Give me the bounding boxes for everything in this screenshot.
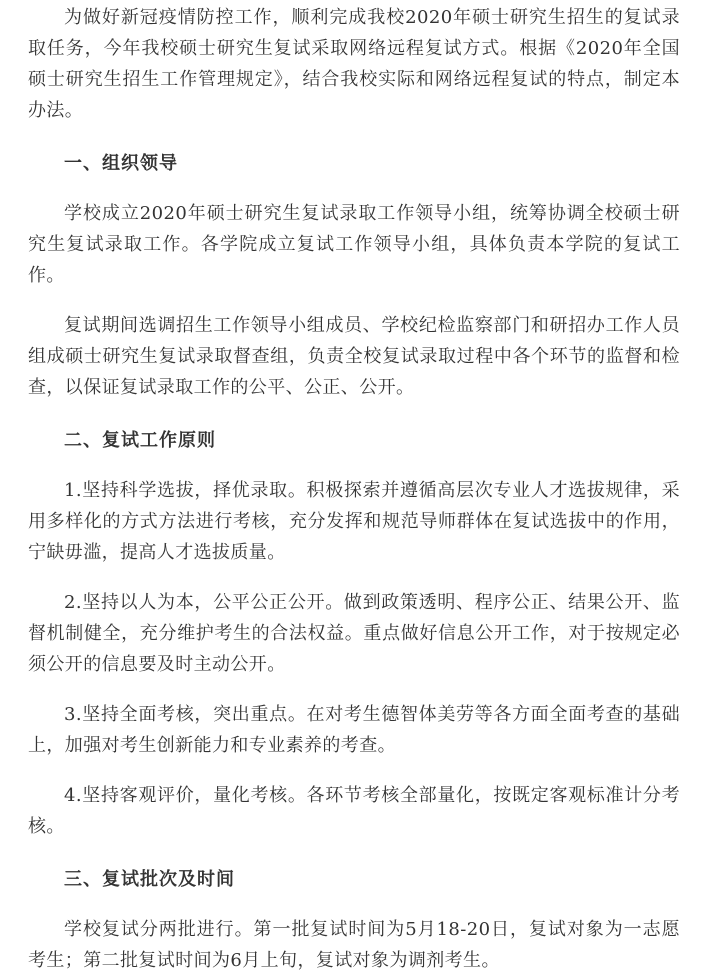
intro-paragraph: 为做好新冠疫情防控工作，顺利完成我校2020年硕士研究生招生的复试录取任务，今年我校硕士研究生复试采取网络远程复试方式。根据《2020年全国硕士研究生招生工作管理规定》，结合我校实际和网络远程复试的特点，制定本办法。 bbox=[28, 7, 680, 121]
paragraph: 学校成立2020年硕士研究生复试录取工作领导小组，统筹协调全校硕士研究生复试录取工作。各学院成立复试工作领导小组，具体负责本学院的复试工作。 bbox=[28, 203, 680, 286]
paragraph: 4.坚持客观评价，量化考核。各环节考核全部量化，按既定客观标准计分考核。 bbox=[28, 785, 680, 837]
section-heading-schedule: 三、复试批次及时间 bbox=[64, 869, 235, 890]
paragraph: 复试期间选调招生工作领导小组成员、学校纪检监察部门和研招办工作人员组成硕士研究生复试录取督查组，负责全校复试录取过程中各个环节的监督和检查，以保证复试录取工作的公平、公正、公开。 bbox=[28, 315, 680, 398]
paragraph: 1.坚持科学选拔，择优录取。积极探索并遵循高层次专业人才选拔规律，采用多样化的方式方法进行考核，充分发挥和规范导师群体在复试选拔中的作用，宁缺毋滥，提高人才选拔质量。 bbox=[28, 480, 680, 563]
paragraph: 2.坚持以人为本，公平公正公开。做到政策透明、程序公正、结果公开、监督机制健全，充分维护考生的合法权益。重点做好信息公开工作，对于按规定必须公开的信息要及时主动公开。 bbox=[28, 592, 680, 675]
document-body bbox=[28, 2, 680, 976]
paragraph: 3.坚持全面考核，突出重点。在对考生德智体美劳等各方面全面考查的基础上，加强对考生创新能力和专业素养的考查。 bbox=[28, 704, 680, 756]
section-heading-principles: 二、复试工作原则 bbox=[64, 430, 216, 451]
section-heading-organization: 一、组织领导 bbox=[64, 153, 178, 174]
paragraph: 学校复试分两批进行。第一批复试时间为5月18-20日，复试对象为一志愿考生；第二批复试时间为6月上旬，复试对象为调剂考生。 bbox=[28, 919, 680, 971]
